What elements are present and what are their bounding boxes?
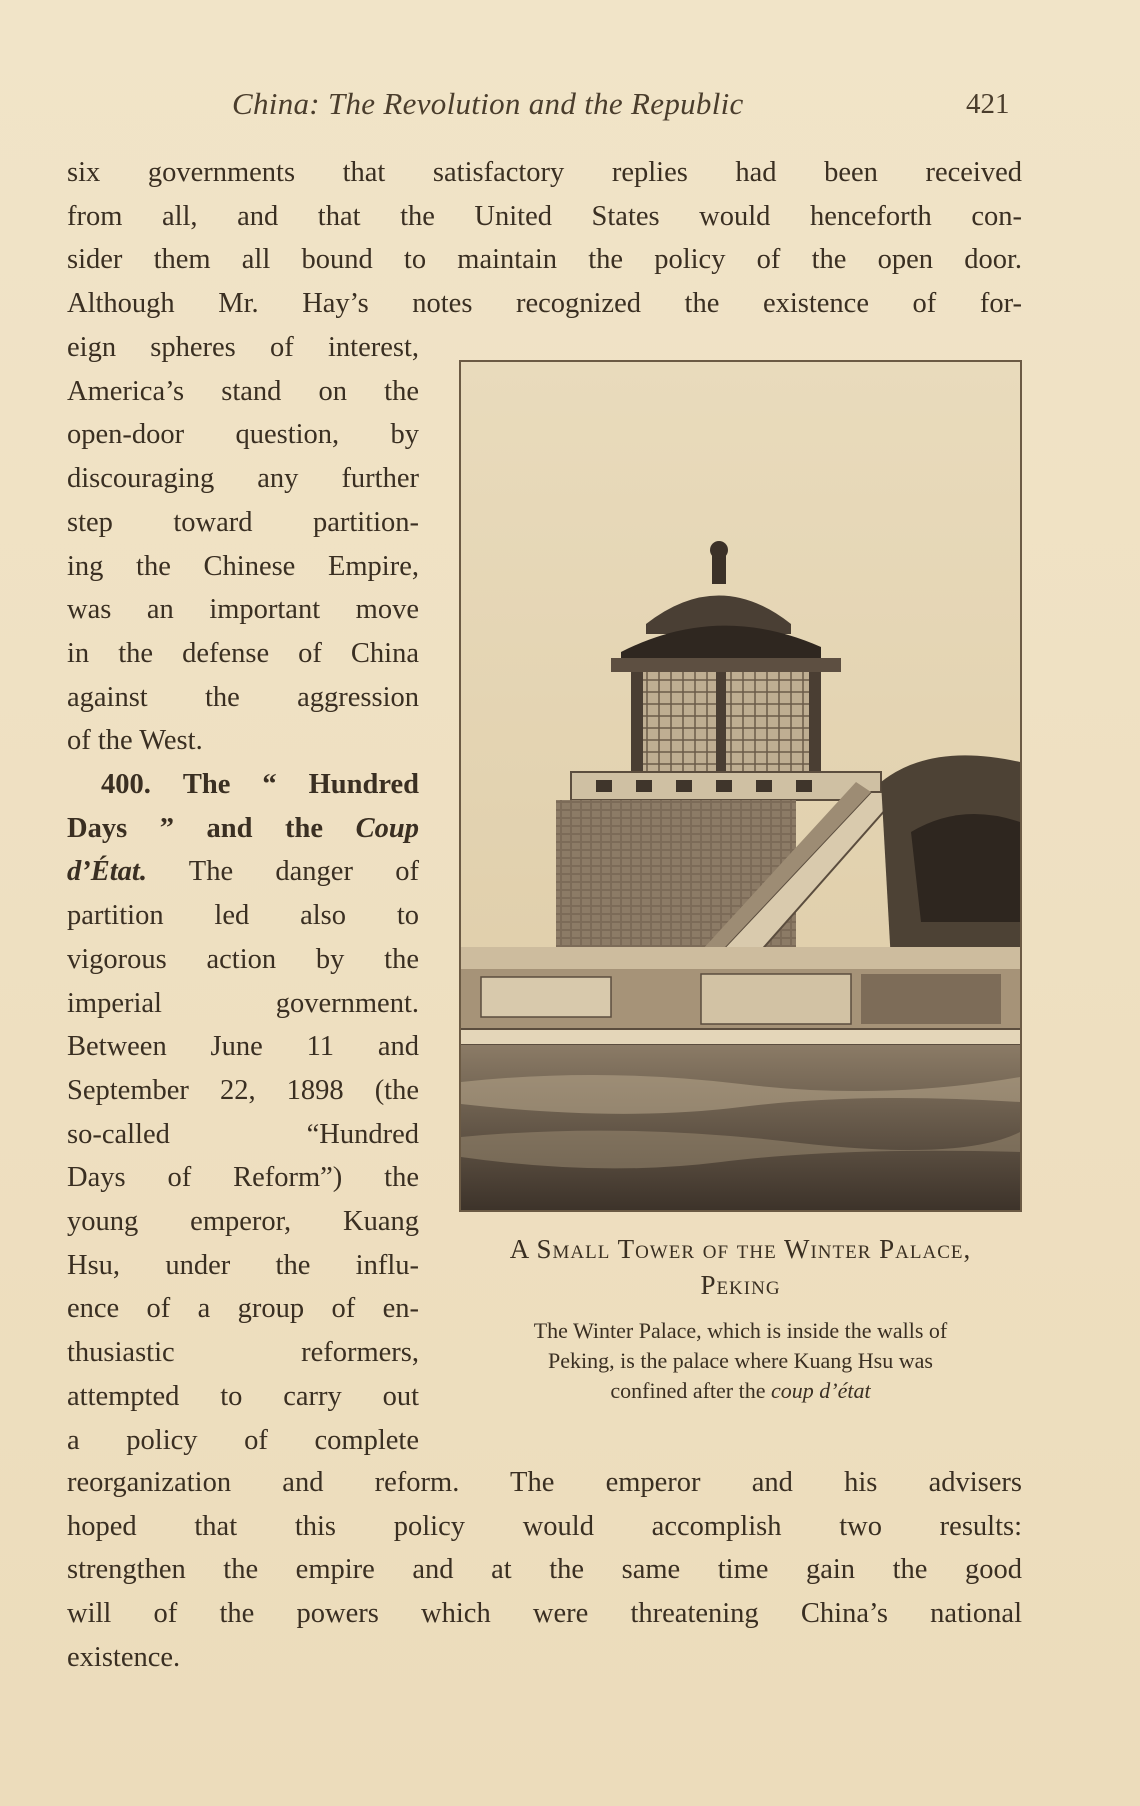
text-line: ing the Chinese Empire, bbox=[67, 550, 419, 582]
text-line: eign spheres of interest, bbox=[67, 332, 419, 363]
section-number: 400. bbox=[101, 769, 151, 801]
body-text-column bbox=[67, 326, 419, 1462]
text-line: in the defense of China bbox=[67, 637, 419, 669]
text-line: partition led also to bbox=[67, 900, 419, 932]
text-line: so-called “Hundred bbox=[67, 1118, 419, 1150]
text-line: thusiastic reformers, bbox=[67, 1337, 419, 1369]
text-line: against the aggression bbox=[67, 681, 419, 713]
text-line: attempted to carry out bbox=[67, 1380, 419, 1412]
text-line: strengthen the empire and at the same time gain the good bbox=[67, 1554, 1022, 1586]
text-line: young emperor, Kuang bbox=[67, 1206, 419, 1238]
caption-description-line-1: The Winter Palace, which is inside the walls of bbox=[533, 1318, 948, 1343]
page-number: 421 bbox=[966, 88, 1010, 120]
body-text-bottom bbox=[67, 1461, 1022, 1680]
text-line: will of the powers which were threatening China’s national bbox=[67, 1598, 1022, 1630]
figure-caption-description bbox=[452, 1316, 1029, 1406]
text-line: open-door question, by bbox=[67, 419, 419, 451]
text-line: Hsu, under the influ- bbox=[67, 1249, 419, 1281]
text-line: America’s stand on the bbox=[67, 375, 419, 407]
text-line: of the West. bbox=[67, 725, 203, 757]
section-heading-part1: The “ Hundred bbox=[182, 769, 419, 801]
caption-description-prefix: confined after the bbox=[610, 1378, 766, 1403]
section-heading-italic2: d’État. bbox=[67, 856, 147, 888]
text-line: September 22, 1898 (the bbox=[67, 1074, 419, 1106]
text-line: Although Mr. Hay’s notes recognized the existence of for- bbox=[67, 288, 1022, 320]
section-heading-tail: The danger of bbox=[188, 856, 419, 888]
text-line: step toward partition- bbox=[67, 506, 419, 538]
text-line: from all, and that the United States would henceforth con- bbox=[67, 200, 1022, 232]
caption-title-line-1: A Small Tower of the Winter Palace, bbox=[509, 1234, 972, 1264]
text-line: a policy of complete bbox=[67, 1424, 419, 1456]
winter-palace-photo bbox=[459, 360, 1022, 1212]
text-line: reorganization and reform. The emperor and his advisers bbox=[67, 1467, 1022, 1498]
caption-description-line-3 bbox=[452, 1376, 1029, 1406]
running-title: China: The Revolution and the Republic bbox=[232, 86, 744, 121]
text-line: discouraging any further bbox=[67, 463, 419, 495]
text-line: Between June 11 and bbox=[67, 1031, 419, 1063]
body-text-top bbox=[67, 151, 1022, 326]
section-heading-italic1: Coup bbox=[355, 812, 419, 844]
section-heading-line-3 bbox=[67, 850, 419, 894]
text-line: imperial government. bbox=[67, 987, 419, 1019]
text-line: six governments that satisfactory replies had been received bbox=[67, 157, 1022, 188]
section-heading-part2: Days ” and the bbox=[67, 812, 324, 844]
section-heading-line-2 bbox=[67, 807, 419, 851]
running-head bbox=[0, 86, 1140, 126]
text-line: vigorous action by the bbox=[67, 943, 419, 975]
text-line: existence. bbox=[67, 1641, 181, 1673]
text-line: hoped that this policy would accomplish two results: bbox=[67, 1510, 1022, 1542]
tower-illustration bbox=[461, 362, 1020, 1210]
text-line: was an important move bbox=[67, 594, 419, 626]
caption-description-line-2: Peking, is the palace where Kuang Hsu was bbox=[548, 1348, 933, 1373]
section-heading-line-1 bbox=[67, 763, 419, 807]
caption-description-italic: coup d’état bbox=[771, 1378, 871, 1403]
text-line: sider them all bound to maintain the policy of the open door. bbox=[67, 244, 1022, 276]
text-line: Days of Reform”) the bbox=[67, 1162, 419, 1194]
caption-title-line-2: Peking bbox=[700, 1270, 781, 1300]
text-line: ence of a group of en- bbox=[67, 1293, 419, 1325]
figure-caption-title bbox=[452, 1231, 1029, 1303]
